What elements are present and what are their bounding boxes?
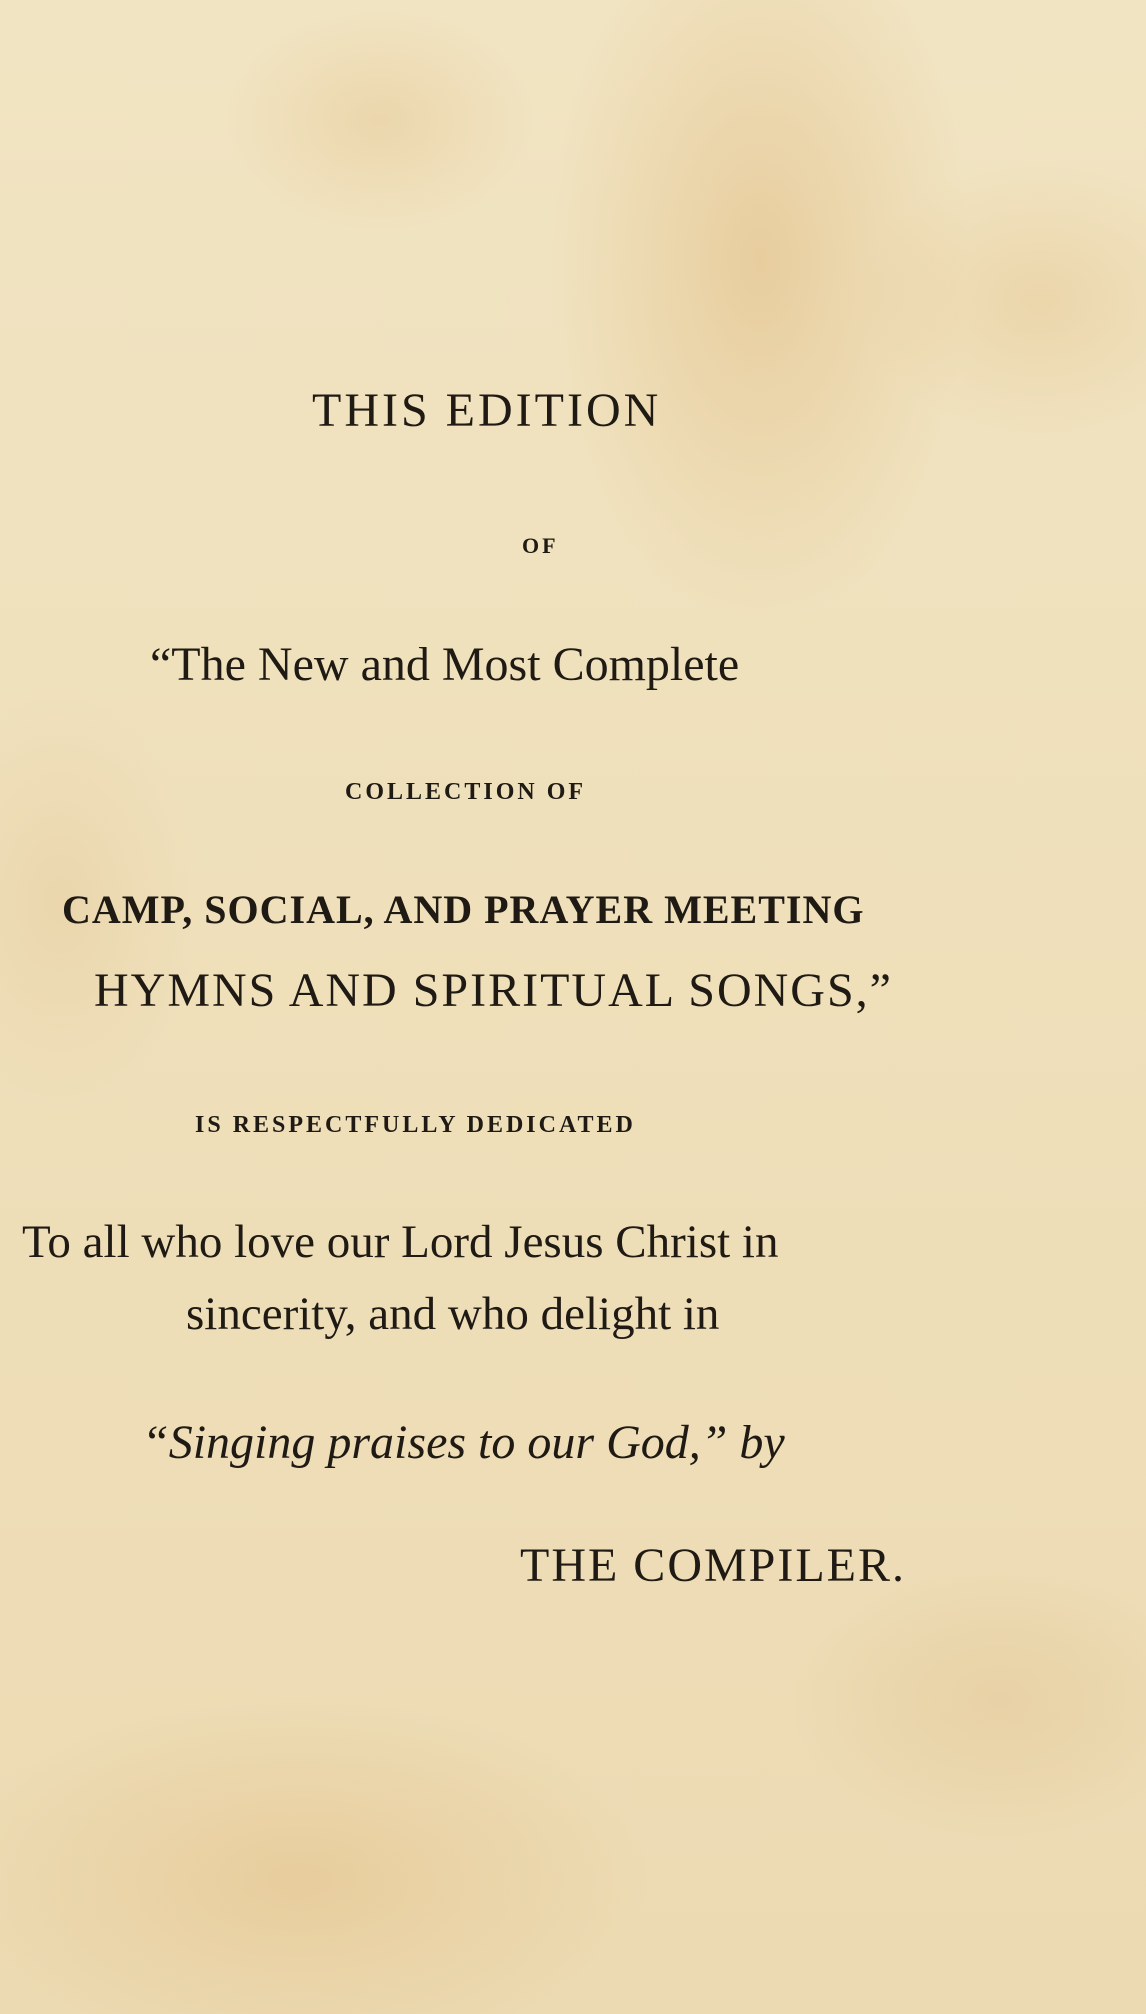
book-title-line-4: HYMNS AND SPIRITUAL SONGS,” (94, 964, 893, 1017)
book-title-line-1: “The New and Most Complete (150, 638, 740, 691)
dedication-recipients-line-2: sincerity, and who delight in (186, 1288, 720, 1340)
dedication-heading: THIS EDITION (312, 384, 662, 437)
dedication-signature: THE COMPILER. (520, 1539, 906, 1592)
book-title-line-2: COLLECTION OF (345, 779, 587, 805)
dedication-of: OF (522, 533, 559, 558)
dedication-recipients-line-1: To all who love our Lord Jesus Christ in (22, 1216, 779, 1268)
dedication-quote: “Singing praises to our God,” by (142, 1416, 785, 1469)
dedication-verb: IS RESPECTFULLY DEDICATED (195, 1112, 636, 1138)
book-title-line-3: CAMP, SOCIAL, AND PRAYER MEETING (62, 887, 865, 932)
